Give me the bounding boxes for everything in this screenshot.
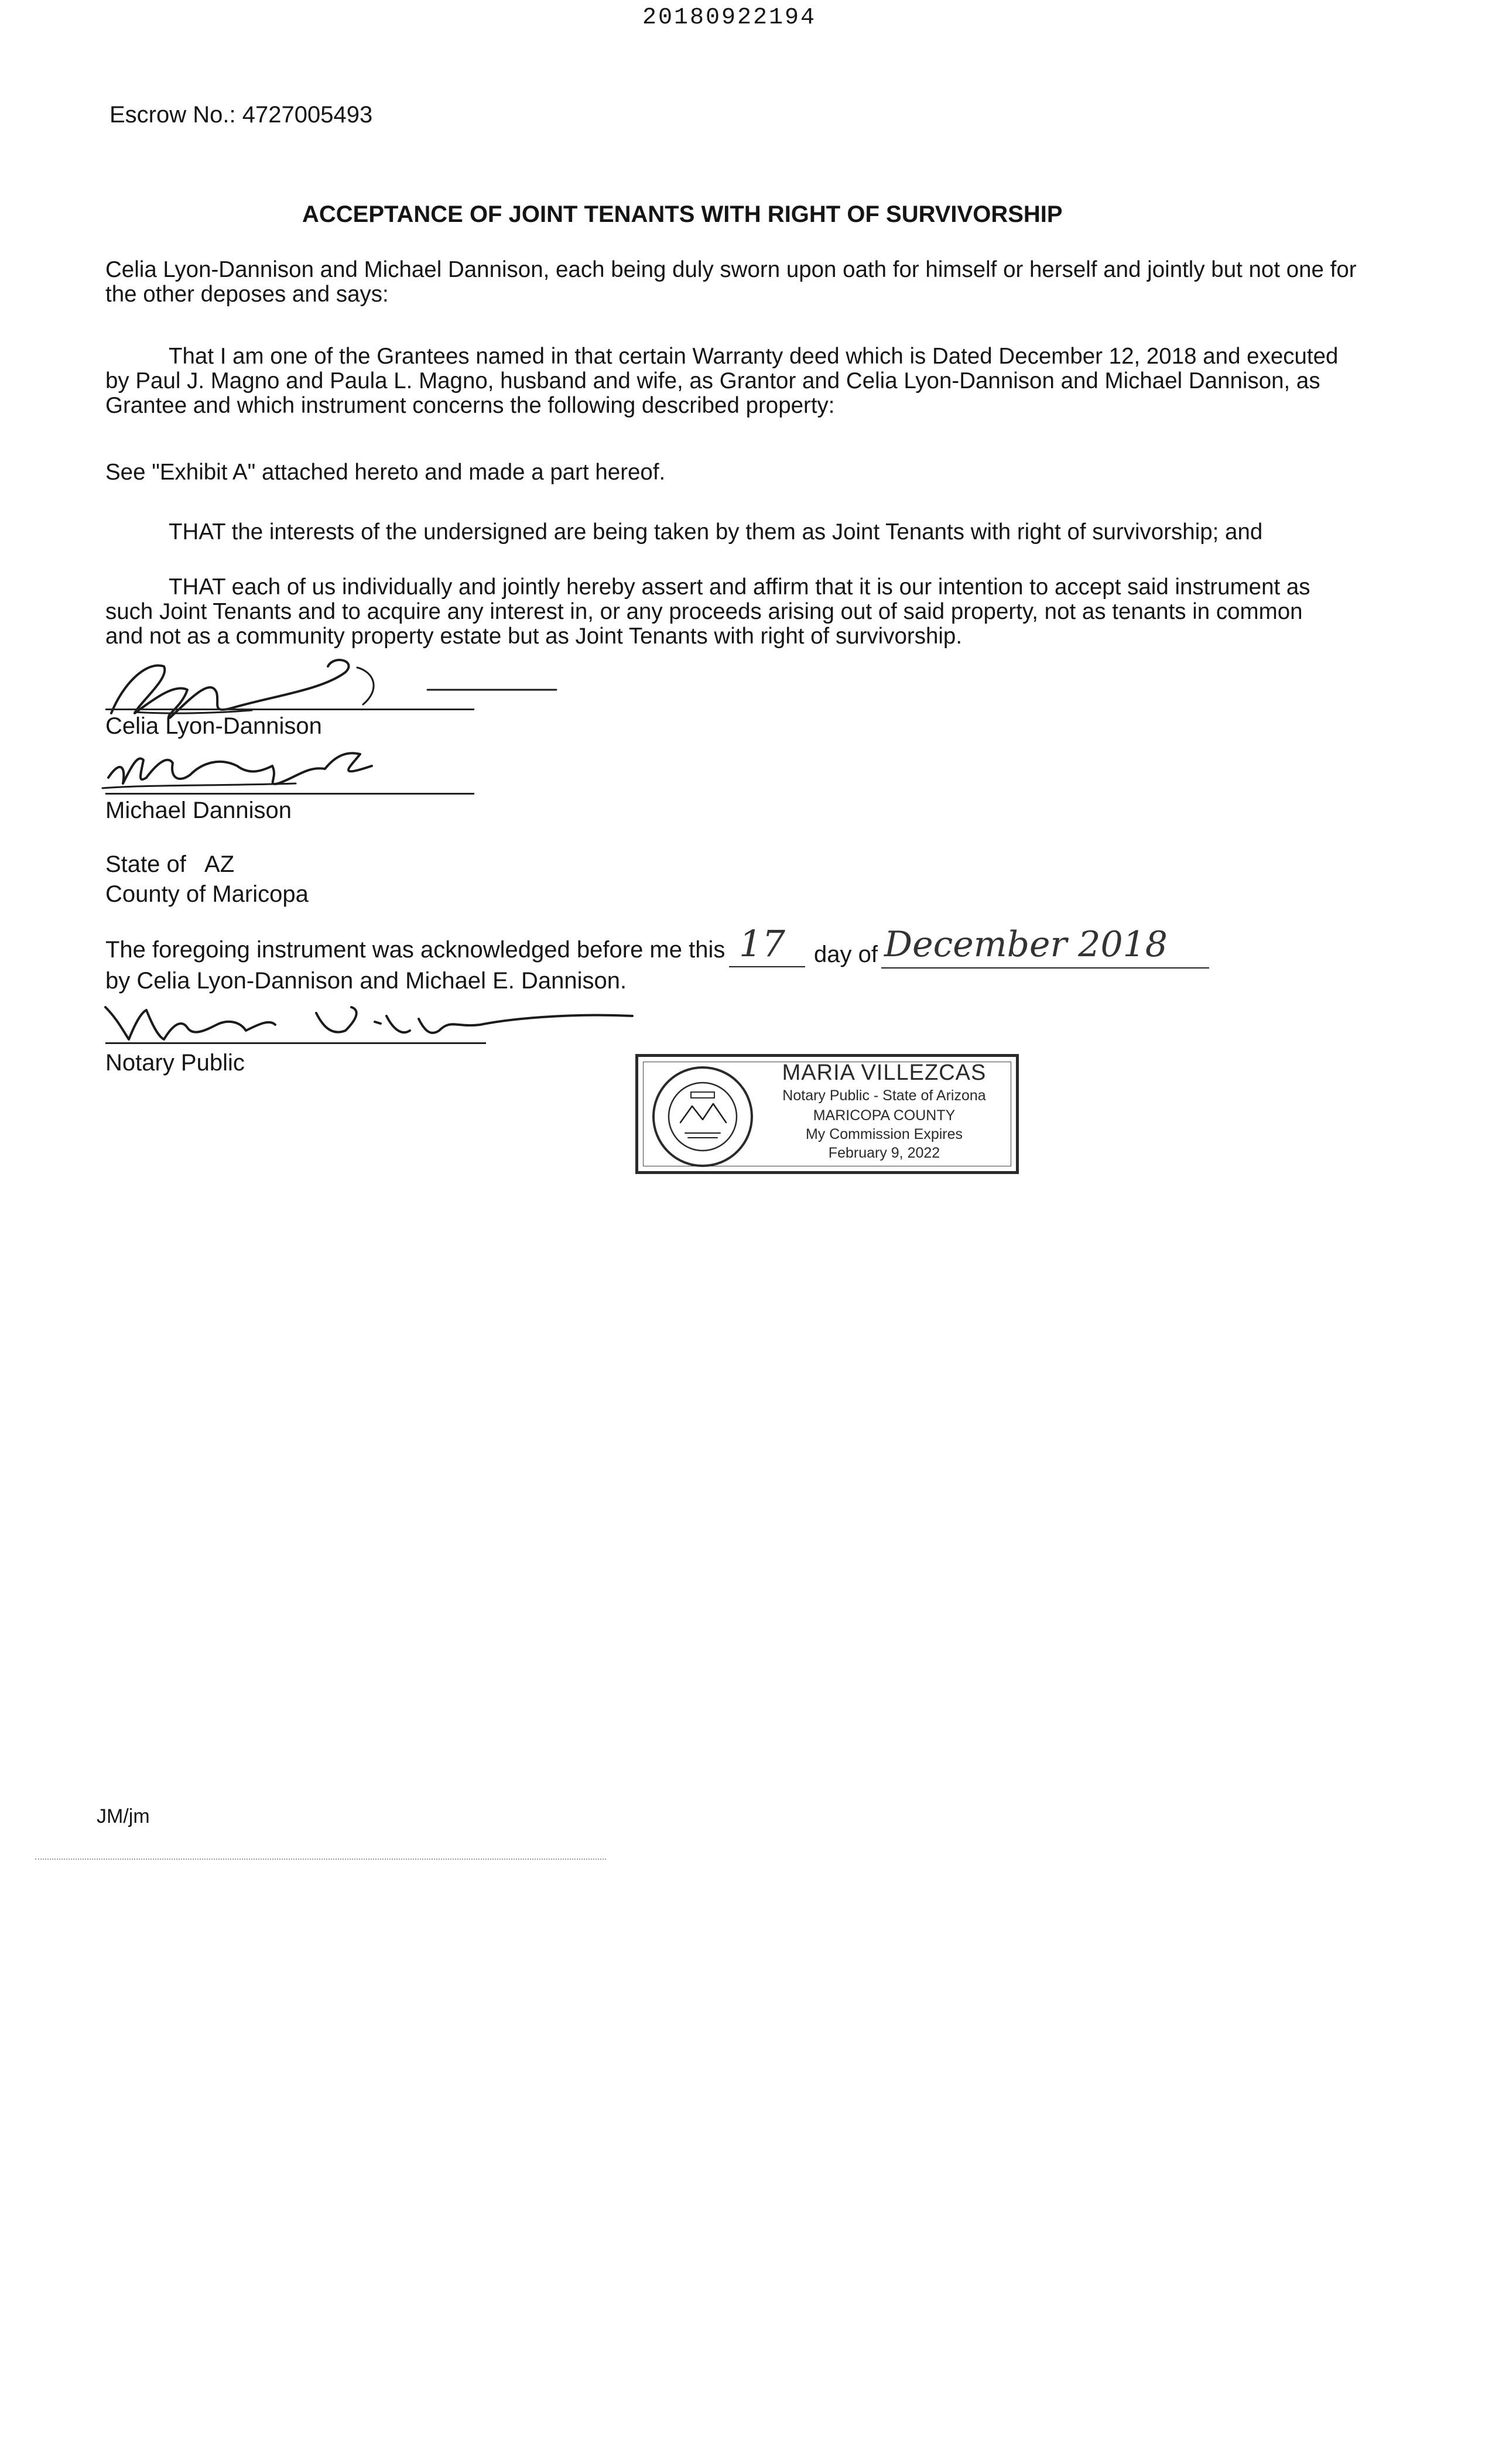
state-seal-icon [650, 1064, 755, 1169]
stamp-line-2: MARICOPA COUNTY [813, 1107, 956, 1124]
signature-line-notary [105, 1042, 486, 1044]
month-underline [881, 967, 1209, 969]
stamp-line-1: Notary Public - State of Arizona [782, 1087, 986, 1104]
signature-notary [100, 995, 644, 1048]
grantees-paragraph [105, 344, 1353, 418]
state-line [105, 853, 234, 876]
state-value: AZ [204, 851, 235, 877]
preparer-initials: JM/jm [97, 1805, 150, 1828]
notary-label: Notary Public [105, 1050, 245, 1076]
interests-paragraph [105, 520, 1358, 545]
acknowledgment-day: 17 [739, 922, 785, 965]
escrow-line [109, 103, 372, 126]
signature-michael [102, 742, 384, 795]
signature-line-celia [105, 709, 474, 710]
notary-stamp [635, 1054, 1019, 1174]
signature-line-michael [105, 793, 474, 795]
affirm-text: THAT each of us individually and jointly hereby assert and affirm that it is our intention to accept said instrument as such Joint Tenants and to acquire any interest in, or any proceeds arising out of said property, not as tenants in common and not as a community property estate but as Joint Tenants with right of survivorship. [105, 574, 1310, 649]
grantees-text: That I am one of the Grantees named in that certain Warranty deed which is Dated December 12, 2018 and executed by Paul J. Magno and Paula L. Magno, husband and wife, as Grantor and Celia Lyon-Dannison and Michael Dannison, as Grantee and which instrument concerns the following described property: [105, 344, 1339, 418]
scan-artifact-line [35, 1859, 606, 1860]
document-title: ACCEPTANCE OF JOINT TENANTS WITH RIGHT OF SURVIVORSHIP [302, 201, 1063, 227]
signer-name-michael: Michael Dannison [105, 798, 292, 823]
stamp-line-4: February 9, 2022 [828, 1145, 940, 1161]
stamp-line-3: My Commission Expires [805, 1126, 963, 1142]
acknowledgment-month-year: December 2018 [884, 924, 1168, 965]
county-line: County of Maricopa [105, 881, 309, 907]
acknowledgment-by-line: by Celia Lyon-Dannison and Michael E. Dannison. [105, 968, 627, 994]
escrow-number: 4727005493 [242, 102, 373, 128]
intro-paragraph: Celia Lyon-Dannison and Michael Dannison, each being duly sworn upon oath for himself or herself and jointly but not one for the other deposes and says: [105, 257, 1357, 307]
stamp-notary-name: MARIA VILLEZCAS [782, 1060, 987, 1085]
state-label: State of [105, 851, 186, 877]
escrow-label: Escrow No.: [109, 102, 236, 128]
signer-name-celia: Celia Lyon-Dannison [105, 713, 322, 739]
exhibit-paragraph: See "Exhibit A" attached hereto and made a part hereof. [105, 460, 666, 485]
acknowledgment-prefix: The foregoing instrument was acknowledged before me this [105, 937, 725, 963]
affirm-paragraph [105, 575, 1342, 649]
interests-text: THAT the interests of the undersigned are being taken by them as Joint Tenants with right of survivorship; and [169, 519, 1263, 545]
recording-number: 20180922194 [642, 5, 817, 31]
acknowledgment-day-label: day of [814, 942, 878, 967]
day-underline [729, 966, 805, 967]
